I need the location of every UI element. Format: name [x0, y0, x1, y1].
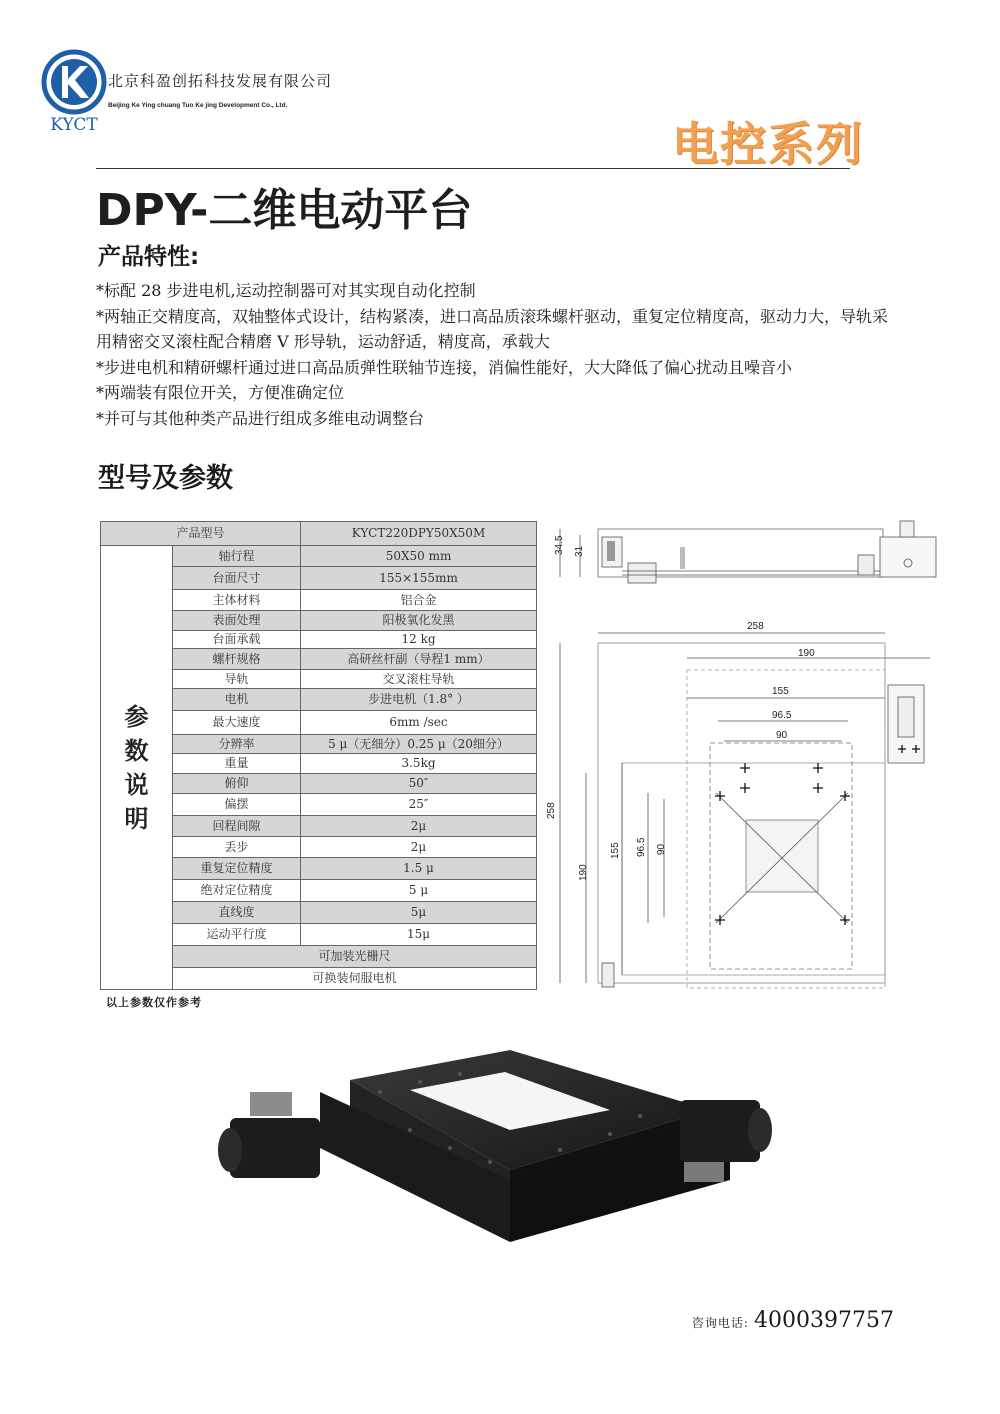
- series-title: 电控系列: [672, 117, 864, 171]
- reference-note: 以上参数仅作参考: [106, 996, 202, 1009]
- top-view: [598, 643, 924, 988]
- param-value: 25″: [301, 794, 537, 816]
- dim-label: 190: [578, 864, 589, 881]
- param-value: 6mm /sec: [301, 711, 537, 735]
- company-logo: [38, 48, 110, 134]
- param-value: 高研丝杆副（导程1 mm）: [301, 649, 537, 670]
- params-heading: 型号及参数: [98, 463, 233, 494]
- param-key: 电机: [173, 689, 301, 711]
- dim-label: 34.5: [554, 535, 565, 555]
- param-value: 5μ: [301, 902, 537, 924]
- company-name-en: Beijing Ke Ying chuang Tuo Ke jing Development Co., Ltd.: [108, 102, 288, 109]
- param-key: 运动平行度: [173, 924, 301, 946]
- group-label-text: 参数说明: [124, 701, 149, 833]
- param-key: 丢步: [173, 837, 301, 858]
- param-key: 轴行程: [173, 546, 301, 567]
- dim-label: 90: [776, 730, 788, 741]
- spec-table: [100, 521, 537, 990]
- param-value: 12 kg: [301, 631, 537, 649]
- param-value: 50″: [301, 774, 537, 794]
- param-key: 重量: [173, 754, 301, 774]
- param-key: 螺杆规格: [173, 649, 301, 670]
- group-label: [101, 546, 173, 990]
- param-key: 偏摆: [173, 794, 301, 816]
- dim-label: 155: [610, 842, 621, 859]
- param-key: 重复定位精度: [173, 858, 301, 880]
- param-key: 主体材料: [173, 590, 301, 611]
- param-value: 阳极氧化发黑: [301, 611, 537, 631]
- param-value: 15μ: [301, 924, 537, 946]
- param-key: 台面尺寸: [173, 567, 301, 590]
- model-label: 产品型号: [101, 522, 301, 546]
- feature-item: *步进电机和精研螺杆通过进口高品质弹性联轴节连接，消偏性能好，大大降低了偏心扰动且噪音小: [96, 357, 793, 377]
- dim-label: 31: [574, 545, 585, 557]
- dim-label: 90: [656, 843, 667, 855]
- param-value: 5 μ: [301, 880, 537, 902]
- feature-item: *并可与其他种类产品进行组成多维电动调整台: [96, 408, 425, 428]
- param-value: 5 μ（无细分）0.25 μ（20细分）: [301, 735, 537, 754]
- dim-label: 258: [747, 621, 764, 632]
- param-value: 铝合金: [301, 590, 537, 611]
- param-value: 3.5kg: [301, 754, 537, 774]
- param-key: 俯仰: [173, 774, 301, 794]
- dim-label: 96.5: [772, 710, 792, 721]
- logo-text: KYCT: [50, 115, 98, 134]
- param-key: 表面处理: [173, 611, 301, 631]
- param-key: 直线度: [173, 902, 301, 924]
- param-key: 分辨率: [173, 735, 301, 754]
- dim-label: 190: [798, 648, 815, 659]
- param-value: 2μ: [301, 837, 537, 858]
- param-value: 2μ: [301, 816, 537, 837]
- contact-line: [692, 1308, 894, 1333]
- dim-label: 96.5: [636, 837, 647, 857]
- model-value: KYCT220DPY50X50M: [301, 522, 537, 546]
- header-divider: [96, 168, 850, 169]
- param-value: 155×155mm: [301, 567, 537, 590]
- feature-item: *两轴正交精度高，双轴整体式设计，结构紧凑，进口高品质滚珠螺杆驱动，重复定位精度高，驱动力大，导轨采用精密交叉滚柱配合精磨 V 形导轨，运动舒适，精度高，承载大: [96, 306, 889, 352]
- product-photo: [210, 1030, 790, 1260]
- param-key: 导轨: [173, 670, 301, 689]
- side-view: [560, 521, 936, 583]
- contact-label: 咨询电话:: [691, 1316, 749, 1330]
- extra-option: 可换装伺服电机: [173, 968, 537, 990]
- param-key: 绝对定位精度: [173, 880, 301, 902]
- dim-label: 258: [546, 802, 557, 819]
- param-value: 交叉滚柱导轨: [301, 670, 537, 689]
- param-value: 步进电机（1.8° ）: [301, 689, 537, 711]
- feature-item: *两端装有限位开关，方便准确定位: [96, 383, 345, 403]
- technical-drawing: [540, 515, 950, 1005]
- param-value: 1.5 μ: [301, 858, 537, 880]
- param-key: 最大速度: [173, 711, 301, 735]
- extra-option: 可加装光栅尺: [173, 946, 537, 968]
- features-heading: 产品特性:: [98, 244, 200, 270]
- page-title: DPY-二维电动平台: [96, 185, 473, 236]
- features-list: [96, 278, 902, 432]
- dim-label: 155: [772, 686, 789, 697]
- param-key: 台面承载: [173, 631, 301, 649]
- param-value: 50X50 mm: [301, 546, 537, 567]
- param-key: 回程间隙: [173, 816, 301, 837]
- contact-phone: 4000397757: [754, 1308, 894, 1333]
- feature-item: *标配 28 步进电机,运动控制器可对其实现自动化控制: [96, 281, 476, 300]
- company-name-cn: 北京科盈创拓科技发展有限公司: [108, 72, 333, 90]
